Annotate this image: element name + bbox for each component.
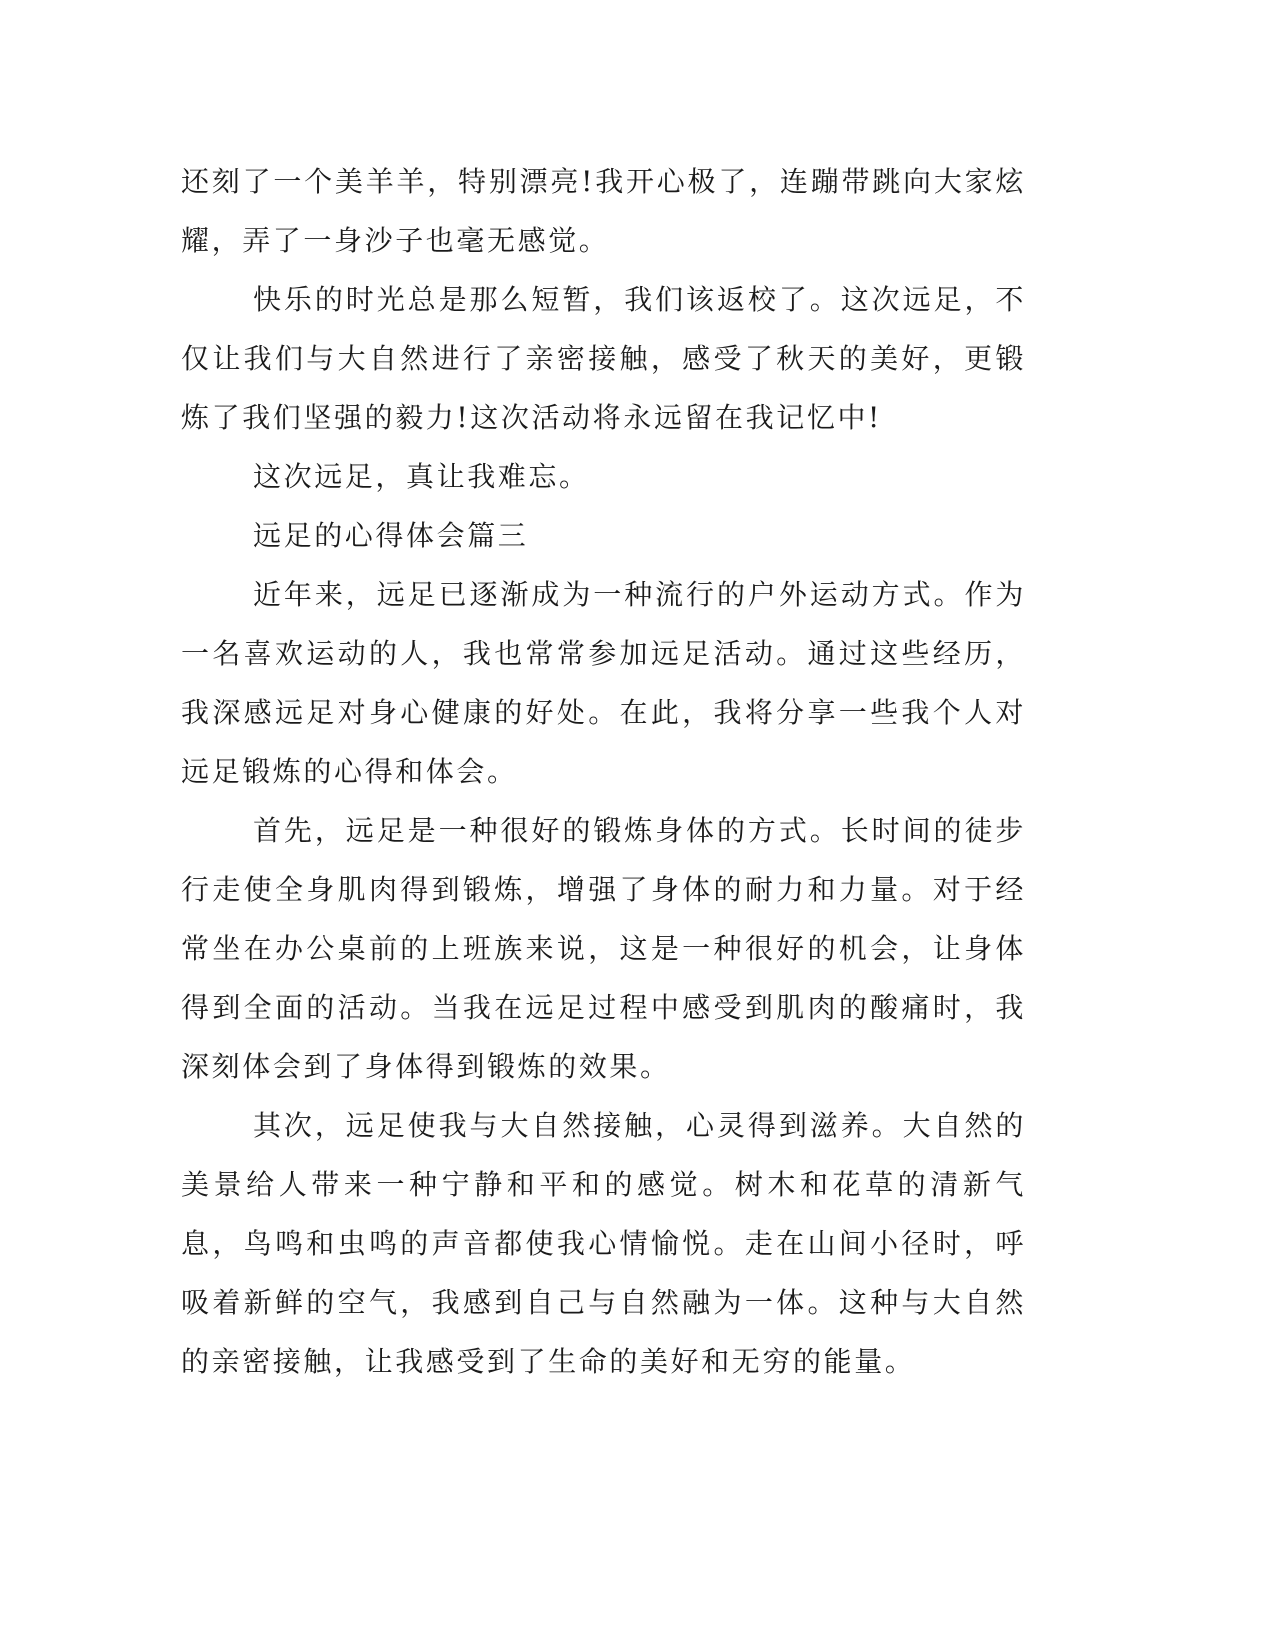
document-page	[181, 152, 1026, 1391]
paragraph-intro: 近年来，远足已逐渐成为一种流行的户外运动方式。作为一名喜欢运动的人，我也常常参加远足活动。通过这些经历，我深感远足对身心健康的好处。在此，我将分享一些我个人对远足锻炼的心得和体会。	[181, 578, 1026, 788]
paragraph-unforgettable: 这次远足，真让我难忘。	[253, 460, 590, 493]
paragraph-nature: 其次，远足使我与大自然接触，心灵得到滋养。大自然的美景给人带来一种宁静和平和的感觉。树木和花草的清新气息，鸟鸣和虫鸣的声音都使我心情愉悦。走在山间小径时，呼吸着新鲜的空气，我感到自己与自然融为一体。这种与大自然的亲密接触，让我感受到了生命的美好和无穷的能量。	[181, 1109, 1026, 1378]
paragraph-return-school: 快乐的时光总是那么短暂，我们该返校了。这次远足，不仅让我们与大自然进行了亲密接触，感受了秋天的美好，更锻炼了我们坚强的毅力!这次活动将永远留在我记忆中!	[181, 283, 1026, 434]
paragraph-continuation: 还刻了一个美羊羊，特别漂亮!我开心极了，连蹦带跳向大家炫耀，弄了一身沙子也毫无感觉。	[181, 165, 1026, 257]
section-heading: 远足的心得体会篇三	[253, 519, 529, 552]
paragraph-exercise: 首先，远足是一种很好的锻炼身体的方式。长时间的徒步行走使全身肌肉得到锻炼，增强了身体的耐力和力量。对于经常坐在办公桌前的上班族来说，这是一种很好的机会，让身体得到全面的活动。当我在远足过程中感受到肌肉的酸痛时，我深刻体会到了身体得到锻炼的效果。	[181, 814, 1026, 1083]
